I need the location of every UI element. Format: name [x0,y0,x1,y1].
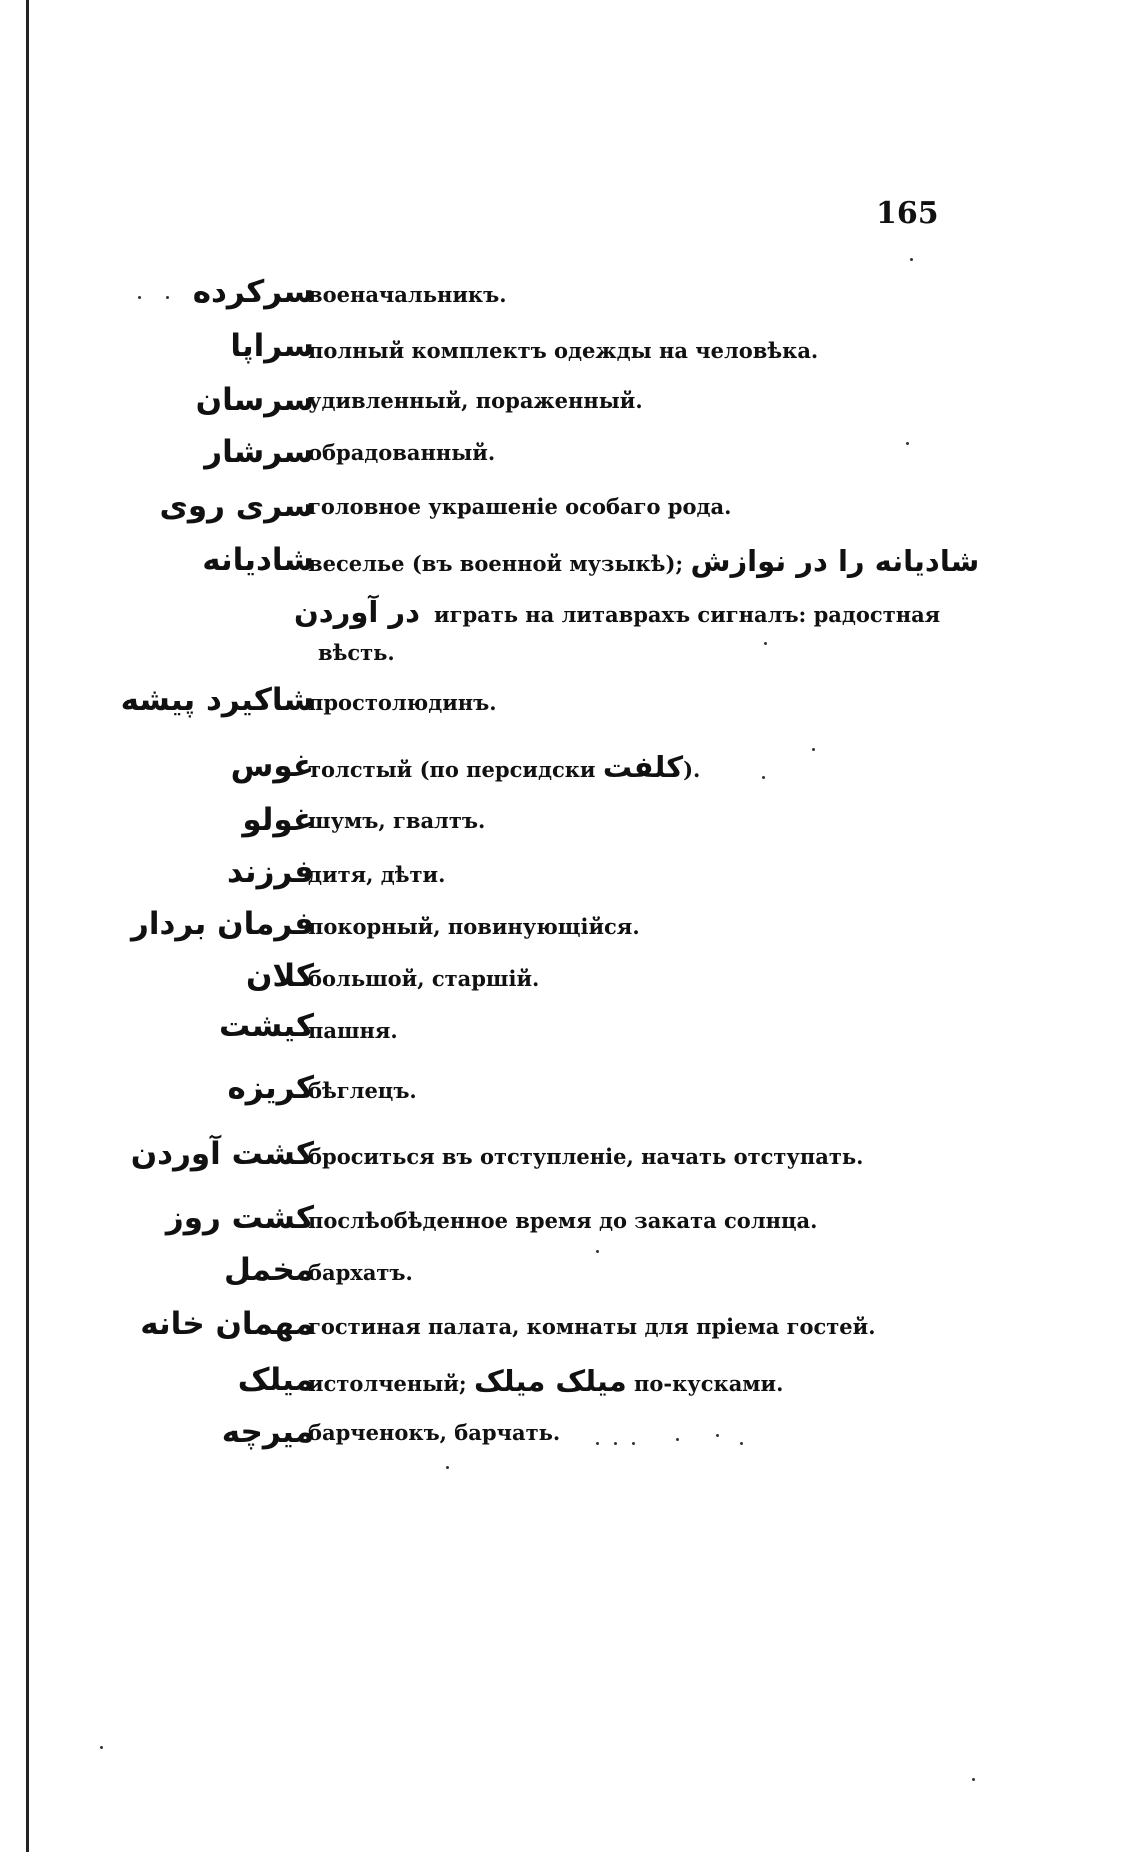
russian-definition: дитя, дѣти. [308,862,446,887]
scan-speck [972,1778,975,1781]
entry [0,800,1140,860]
page-number: 165 [876,196,939,231]
entry [0,746,1140,806]
russian-continuation-text: играть на литаврахъ сигналъ: радостная [434,602,941,627]
entry [0,326,1140,386]
entry [0,432,1140,492]
persian-term: کیشت [218,1008,314,1044]
persian-inline-phrase: کلفت [602,750,684,784]
persian-term: سرکرده [192,274,314,310]
persian-term: میلک [237,1362,314,1398]
persian-term: غولو [242,802,314,838]
russian-definition: обрадованный. [308,440,496,465]
persian-term: فرمان بردار [131,906,314,942]
russian-definition: удивленный, пораженный. [308,388,643,413]
persian-inline-phrase: شادیانه را در نوازش [690,544,980,578]
russian-definition [308,1364,783,1401]
persian-term: شادیانه [202,542,314,578]
persian-term: مخمل [224,1252,314,1288]
russian-continuation-text: вѣсть. [318,640,395,665]
persian-term: شاکیرد پیشه [120,682,314,718]
persian-term: مهمان خانه [140,1306,314,1342]
persian-term: میرچه [221,1414,314,1450]
persian-term: سرسان [195,382,314,418]
entry [0,486,1140,546]
entry [0,852,1140,912]
entry [0,1412,1140,1472]
entry [0,1250,1140,1310]
scan-speck [762,776,765,779]
persian-term: کشت آوردن [130,1136,314,1172]
russian-definition: большой, старшій. [308,966,540,991]
russian-definition [308,750,700,787]
scan-speck [596,1442,599,1445]
entry [0,1068,1140,1128]
russian-definition: броситься въ отступленіе, начать отступать. [308,1144,864,1169]
entry [0,904,1140,964]
persian-term: کشت روز [165,1200,314,1236]
scan-speck [906,442,909,445]
russian-definition [308,544,979,581]
russian-definition: бѣглецъ. [308,1078,417,1103]
russian-definition-text: толстый (по персидски [308,757,596,782]
entry [0,540,1140,600]
entry [0,380,1140,440]
persian-term: کریزه [227,1070,314,1106]
scan-speck [910,258,913,261]
russian-definition-text: веселье (въ военной музыкѣ); [308,551,684,576]
entry [0,680,1140,740]
scan-speck [166,296,169,299]
scan-speck [716,1434,719,1437]
scan-speck [138,296,141,299]
persian-continuation-phrase: در آوردن [294,595,420,629]
entry [0,1134,1140,1194]
scan-speck [446,1466,449,1469]
entry [0,272,1140,332]
persian-term: فرزند [227,854,314,890]
scan-speck [100,1746,103,1749]
scan-speck [614,1442,617,1445]
russian-definition: шумъ, гвалтъ. [308,808,486,833]
russian-definition: пашня. [308,1018,398,1043]
persian-term: غوس [230,748,314,784]
persian-term: کلان [245,958,314,994]
entry [0,1304,1140,1364]
russian-definition: барченокъ, барчать. [308,1420,561,1445]
entry [0,1360,1140,1420]
persian-term: سری روی [159,488,314,524]
russian-definition: военачальникъ. [308,282,507,307]
persian-term: سراپا [230,328,314,364]
entry [0,1198,1140,1258]
russian-definition-tail: по-кусками. [634,1371,784,1396]
russian-definition: бархатъ. [308,1260,413,1285]
russian-definition: послѣобѣденное время до заката солнца. [308,1208,818,1233]
scan-speck [812,748,815,751]
russian-definition: простолюдинъ. [308,690,497,715]
entry [0,1006,1140,1066]
persian-term: سرشار [204,434,314,470]
scan-speck [676,1438,679,1441]
russian-definition: гостиная палата, комнаты для пріема гостей. [308,1314,876,1339]
persian-inline-phrase: میلک میلک [473,1364,627,1398]
scan-speck [764,642,767,645]
scan-speck [740,1442,743,1445]
russian-definition-tail: ). [683,757,701,782]
russian-definition: головное украшеніе особаго рода. [308,494,732,519]
scan-speck [596,1250,599,1253]
scan-speck [632,1442,635,1445]
russian-definition: полный комплектъ одежды на человѣка. [308,338,819,363]
russian-definition: покорный, повинующійся. [308,914,640,939]
russian-definition-text: истолченый; [308,1371,467,1396]
